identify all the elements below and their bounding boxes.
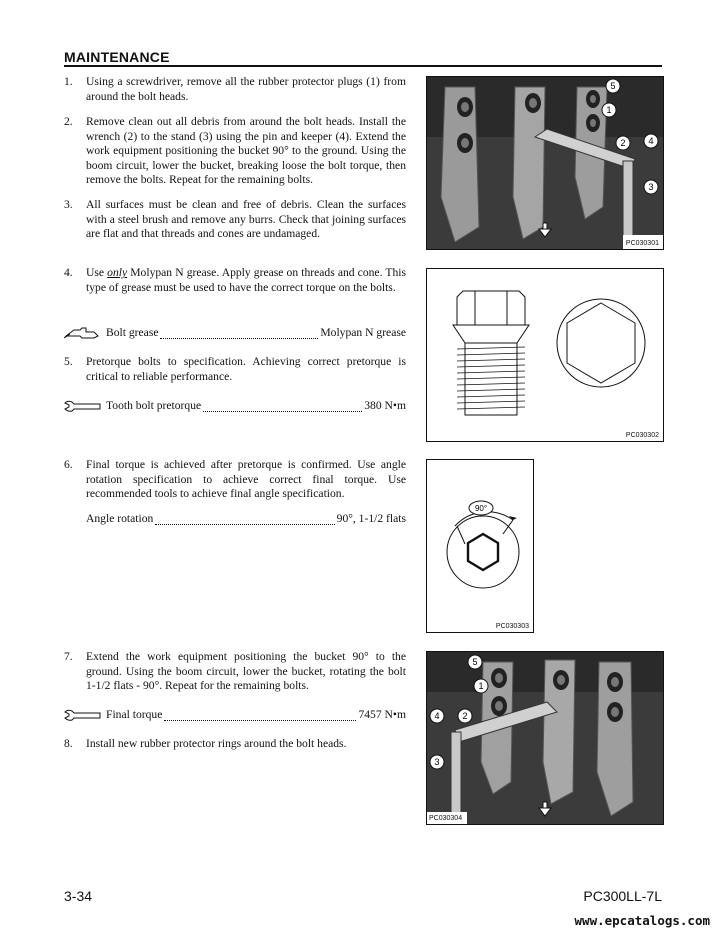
callout-2: 2 [620, 138, 626, 148]
step-number: 4. [64, 266, 73, 279]
figure-code: PC030302 [625, 432, 659, 439]
step-text: Extend the work equipment positioning the bucket 90° to the ground. Using the boom circuit, lower the bucket, rotating the bolt 1-1/2 flats - 90°. Repeat for the remaining bolts. [86, 650, 406, 692]
angle-label: 90° [474, 504, 488, 513]
page-number: 3-34 [64, 888, 93, 904]
step-8 [64, 737, 406, 752]
step-2 [64, 115, 406, 188]
step-text-suffix: Molypan N grease. Apply grease on threads and cone. This type of grease must be used to have the correct torque on the bolts. [86, 266, 406, 294]
torque-wrench-icon [64, 399, 102, 413]
torque-wrench-icon [64, 708, 102, 722]
step-5 [64, 355, 406, 384]
callout-1: 1 [606, 105, 612, 115]
callout-4: 4 [434, 711, 440, 721]
grease-gun-icon [64, 326, 102, 340]
step-6 [64, 458, 406, 502]
step-text: Final torque is achieved after pretorque is confirmed. Use angle rotation specification to achieve correct final torque. Use recommended tools to achieve final angle specification. [86, 458, 406, 500]
figure-code: PC030304 [429, 815, 463, 822]
emphasis-only: only [107, 266, 128, 279]
leader-dots [155, 514, 334, 525]
spec-label: Final torque [106, 708, 163, 721]
leader-dots [164, 710, 356, 721]
figure-bucket-wrench-photo-2 [426, 651, 664, 825]
figure-code: PC030303 [495, 623, 529, 630]
step-text: All surfaces must be clean and free of debris. Clean the surfaces with a steel brush and remove any burrs. Check that joining surfaces are flat and that threads and cones are undamaged. [86, 198, 406, 240]
step-number: 8. [64, 737, 73, 750]
step-text: Install new rubber protector rings around the bolt heads. [86, 737, 347, 750]
callout-2: 2 [462, 711, 468, 721]
callout-4: 4 [648, 136, 654, 146]
model-number: PC300LL-7L [583, 888, 662, 904]
spec-label: Tooth bolt pretorque [106, 399, 202, 412]
spec-bolt-grease [64, 325, 406, 341]
spec-final-torque [64, 707, 406, 723]
step-1 [64, 75, 406, 104]
figure-bolt-drawing [426, 268, 664, 442]
step-text-prefix: Use [86, 266, 108, 279]
step-text [86, 266, 406, 295]
step-text: Remove clean out all debris from around the bolt heads. Install the wrench (2) to the stand (3) using the pin and keeper (4). Extend the work equipment positioning the bucket 90° to the ground. Using the boom circuit, lower the bucket, breaking loose the bolt torque, then remove the bolts. Repeat for the remaining bolts. [86, 115, 406, 186]
angle-rotation-diagram [427, 460, 533, 632]
tooth-bolt-drawing [427, 269, 663, 441]
step-7 [64, 650, 406, 694]
title-rule [64, 65, 662, 67]
callout-3: 3 [648, 182, 654, 192]
callout-1: 1 [478, 681, 484, 691]
figure-code: PC030301 [625, 240, 659, 247]
figure-angle-diagram [426, 459, 534, 633]
callout-5: 5 [472, 657, 478, 667]
callout-5: 5 [610, 81, 616, 91]
bucket-teeth-photo [427, 77, 663, 249]
spec-value: 7457 N•m [358, 708, 406, 721]
leader-dots [203, 401, 362, 412]
callout-3: 3 [434, 757, 440, 767]
spec-tooth-bolt-pretorque [64, 398, 406, 414]
step-4 [64, 266, 406, 295]
step-number: 6. [64, 458, 73, 471]
step-number: 5. [64, 355, 73, 368]
spec-value: Molypan N grease [320, 326, 406, 339]
figure-bucket-wrench-photo-1 [426, 76, 664, 250]
step-3 [64, 198, 406, 242]
step-text: Pretorque bolts to specification. Achieving correct pretorque is critical to reliable performance. [86, 355, 406, 383]
bucket-teeth-photo-final [427, 652, 663, 824]
spec-value: 380 N•m [364, 399, 406, 412]
spec-label: Angle rotation [86, 512, 154, 525]
section-title: MAINTENANCE [64, 49, 170, 65]
step-number: 7. [64, 650, 73, 663]
spec-value: 90°, 1-1/2 flats [336, 512, 406, 525]
step-number: 3. [64, 198, 73, 211]
spec-angle-rotation [86, 511, 406, 527]
step-number: 2. [64, 115, 73, 128]
step-number: 1. [64, 75, 73, 88]
leader-dots [160, 328, 318, 339]
step-text: Using a screwdriver, remove all the rubber protector plugs (1) from around the bolt heads. [86, 75, 406, 103]
watermark: www.epcatalogs.com [574, 913, 710, 928]
spec-label: Bolt grease [106, 326, 159, 339]
